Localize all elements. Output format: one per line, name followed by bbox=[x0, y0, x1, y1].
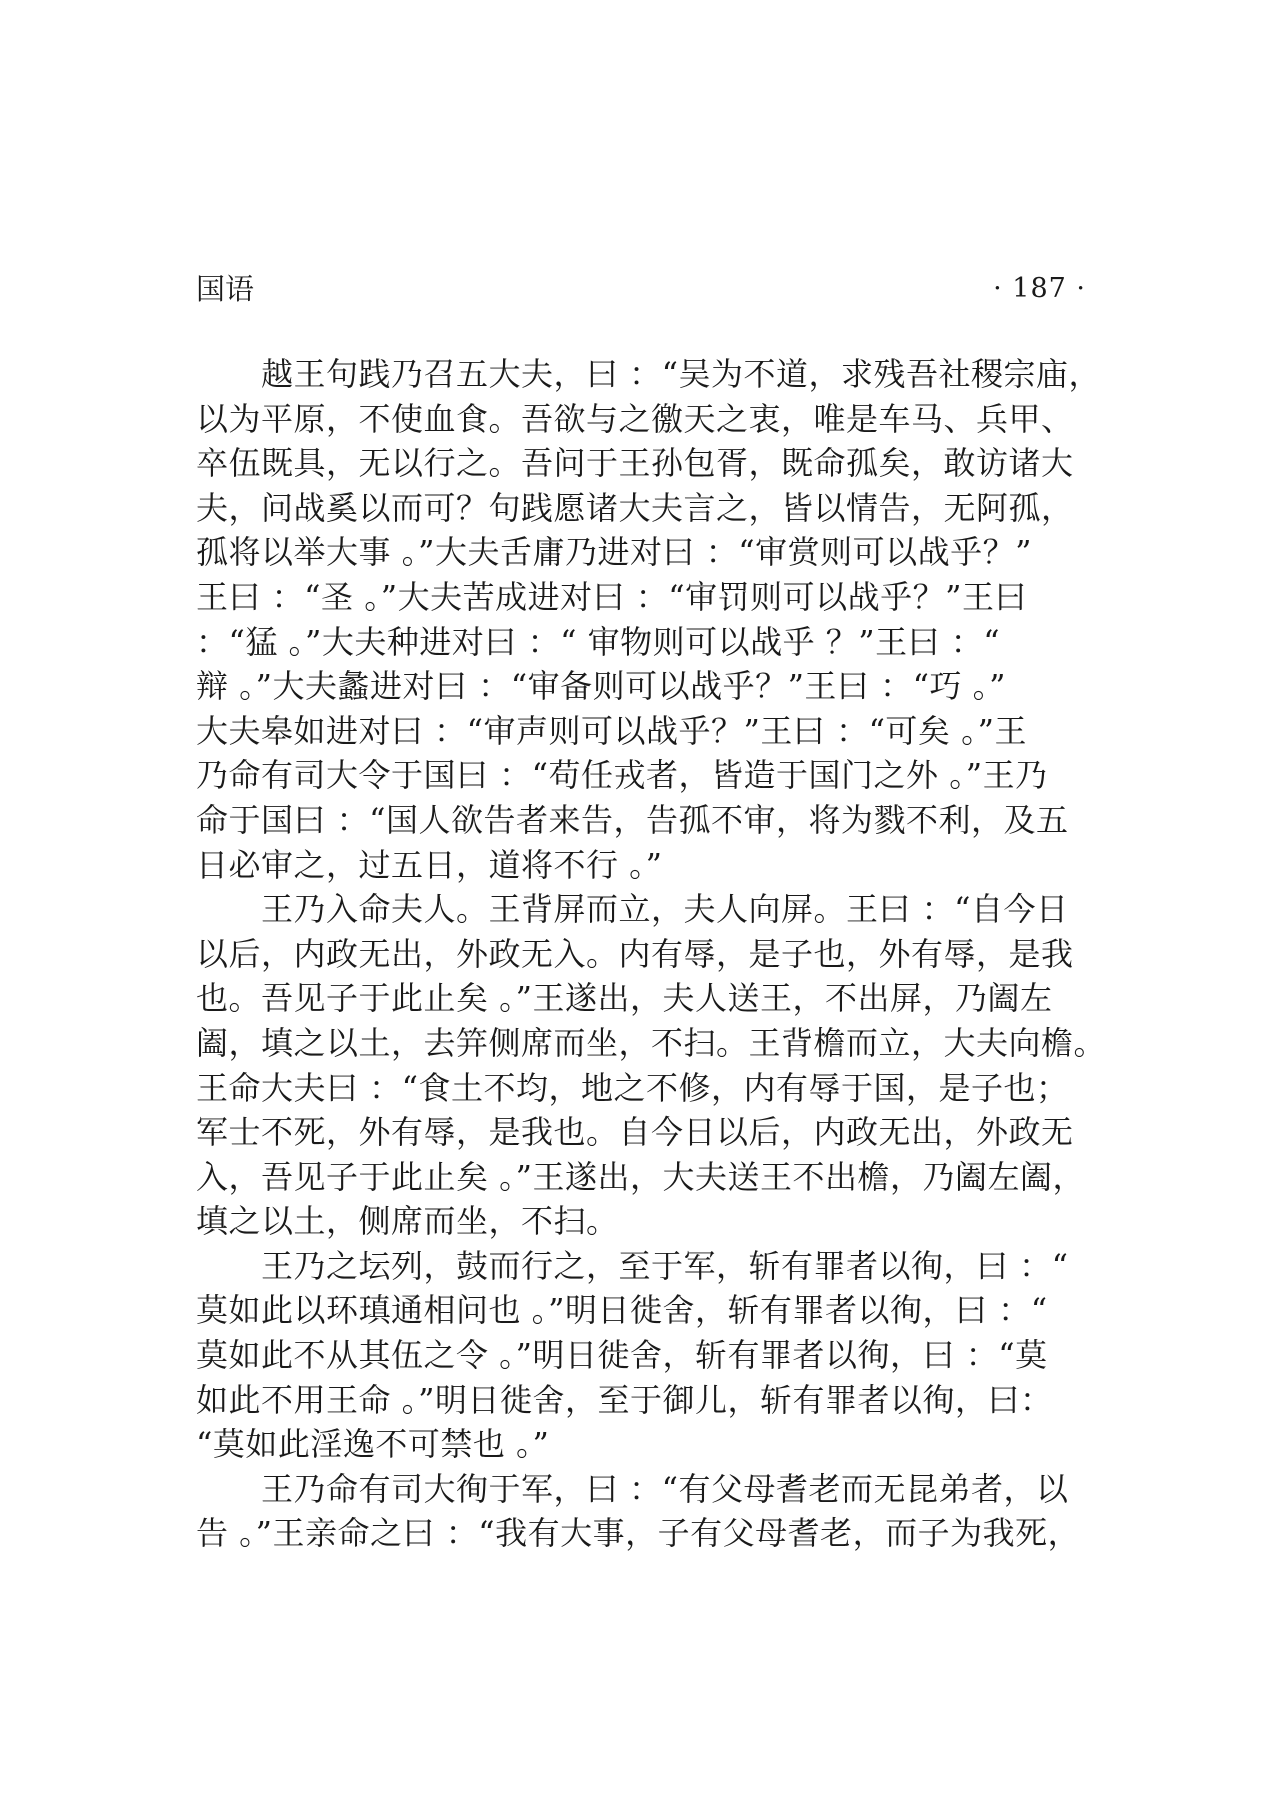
text-line: 卒伍既具，无以行之。吾问于王孙包胥，既命孤矣，敢访诸大 bbox=[196, 444, 1074, 483]
text-line: 孤将以举大事 。”大夫舌庸乃进对曰 ：“审赏则可以战乎？” bbox=[196, 533, 1032, 572]
text-line: “莫如此淫逸不可禁也 。” bbox=[196, 1425, 550, 1464]
text-line: 莫如此不从其伍之令 。”明日徙舍，斩有罪者以徇，曰 ：“莫 bbox=[196, 1336, 1048, 1375]
text-line: 乃命有司大令于国曰 ：“苟任戎者，皆造于国门之外 。”王乃 bbox=[196, 756, 1048, 795]
text-line: 告 。”王亲命之曰 ：“我有大事，子有父母耆老，而子为我死， bbox=[196, 1514, 1081, 1553]
text-line: 以为平原，不使血食。吾欲与之徼天之衷，唯是车马、兵甲、 bbox=[196, 399, 1074, 438]
book-title: 国语 bbox=[196, 272, 255, 306]
text-line: 莫如此以环瑱通相问也 。”明日徙舍，斩有罪者以徇，曰 ：“ bbox=[196, 1291, 1048, 1330]
text-line: 阖，填之以土，去笄侧席而坐，不扫。王背檐而立，大夫向檐。 bbox=[196, 1023, 1107, 1062]
text-line: 王乃之坛列，鼓而行之，至于军，斩有罪者以徇，曰 ：“ bbox=[196, 1246, 1069, 1285]
text-line: 如此不用王命 。”明日徙舍，至于御儿，斩有罪者以徇，曰： bbox=[196, 1380, 1053, 1419]
text-line: 王命大夫曰 ：“食土不均，地之不修，内有辱于国，是子也； bbox=[196, 1068, 1069, 1107]
text-line: 王曰 ：“圣 。”大夫苦成进对曰 ：“审罚则可以战乎？”王曰 bbox=[196, 577, 1027, 616]
text-line: 王乃命有司大徇于军，曰 ：“有父母耆老而无昆弟者，以 bbox=[196, 1469, 1069, 1508]
text-line: 夫，问战奚以而可？句践愿诸大夫言之，皆以情告，无阿孤， bbox=[196, 488, 1074, 527]
text-line: 入，吾见子于此止矣 。”王遂出，大夫送王不出檐，乃阖左阖， bbox=[196, 1157, 1086, 1196]
text-line: 大夫皋如进对曰 ：“审声则可以战乎？”王曰 ：“可矣 。”王 bbox=[196, 711, 1027, 750]
text-line: 填之以土，侧席而坐，不扫。 bbox=[196, 1202, 619, 1241]
text-line: ：“猛 。”大夫种进对曰 ：“ 审物则可以战乎 ？”王曰 ：“ bbox=[196, 622, 1001, 661]
text-line: 辩 。”大夫蠡进对曰 ：“审备则可以战乎？”王曰 ：“巧 。” bbox=[196, 667, 1006, 706]
text-line: 也。吾见子于此止矣 。”王遂出，夫人送王，不出屏，乃阖左 bbox=[196, 979, 1053, 1018]
page-number: · 187 · bbox=[993, 273, 1086, 304]
text-line: 越王句践乃召五大夫，曰 ：“吴为不道，求残吾社稷宗庙， bbox=[196, 355, 1102, 393]
text-line: 日必审之，过五日，道将不行 。” bbox=[196, 845, 663, 884]
page-header bbox=[196, 266, 1086, 312]
text-line: 命于国曰 ：“国人欲告者来告，告孤不审，将为戮不利，及五 bbox=[196, 800, 1069, 839]
text-line: 王乃入命夫人。王背屏而立，夫人向屏。王曰 ：“自今日 bbox=[196, 890, 1069, 929]
body-text bbox=[196, 352, 1107, 1556]
text-line: 军士不死，外有辱，是我也。自今日以后，内政无出，外政无 bbox=[196, 1113, 1074, 1152]
text-line: 以后，内政无出，外政无入。内有辱，是子也，外有辱，是我 bbox=[196, 934, 1074, 973]
